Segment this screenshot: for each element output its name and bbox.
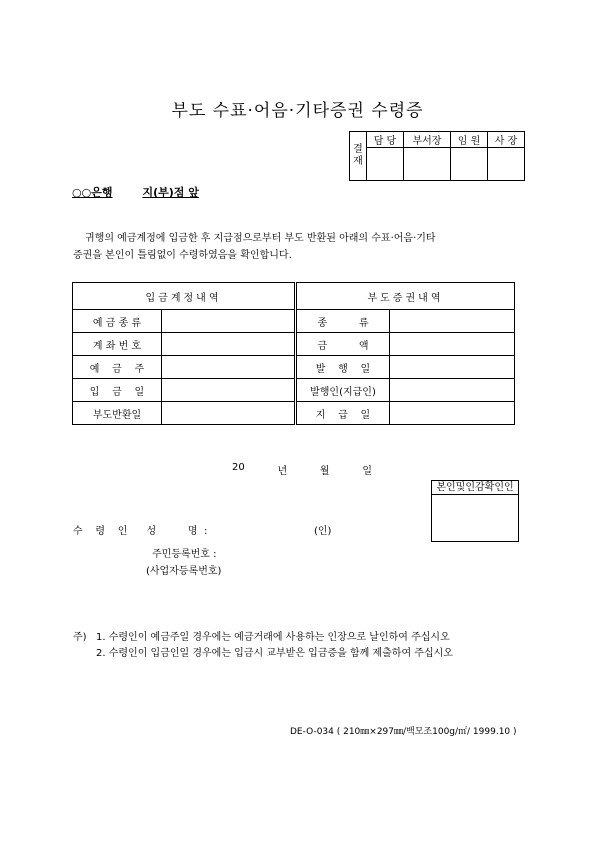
- row-label-account-number: 계 좌 번 호: [73, 333, 162, 356]
- recipient-name-label: 수 령 인 성 명 :: [73, 526, 208, 537]
- notes-prefix: 주): [73, 632, 87, 643]
- note-item-2: 2. 수령인이 입금인일 경우에는 입금시 교부받은 입금증을 함께 제출하여 주십시오: [96, 648, 453, 659]
- row-label-payment-date: 지 급 일: [296, 402, 390, 425]
- approval-col-executive: 임 원: [451, 132, 488, 148]
- approval-sign-cell[interactable]: [451, 148, 488, 181]
- approval-sign-cell[interactable]: [367, 148, 404, 181]
- confirmation-paragraph: [73, 230, 436, 264]
- input-depositor[interactable]: [162, 356, 296, 379]
- input-issuer[interactable]: [390, 379, 515, 402]
- input-amount[interactable]: [390, 333, 515, 356]
- right-section-header: 부도증권내역: [296, 283, 515, 310]
- input-deposit-type[interactable]: [162, 310, 296, 333]
- approval-side-label: 결 재: [350, 132, 367, 181]
- bank-name: ○○은행: [72, 186, 113, 199]
- row-label-return-date: 부도반환일: [73, 402, 162, 425]
- input-account-number[interactable]: [162, 333, 296, 356]
- input-kind[interactable]: [390, 310, 515, 333]
- date-day-unit: 일: [362, 466, 372, 477]
- note-item-1: 1. 수령인이 예금주일 경우에는 예금거래에 사용하는 인장으로 날인하여 주십시오: [96, 632, 450, 643]
- paragraph-line-2: 증권을 본인이 틀림없이 수령하였음을 확인합니다.: [73, 250, 292, 261]
- form-code: DE-O-034 ( 210㎜×297㎜/백모조100g/㎡/ 1999.10 ): [290, 727, 517, 737]
- approval-sign-cell[interactable]: [488, 148, 525, 181]
- bank-line: [72, 184, 199, 200]
- input-return-date[interactable]: [162, 402, 296, 425]
- approval-sign-cell[interactable]: [403, 148, 450, 181]
- identity-seal-box[interactable]: [431, 480, 519, 542]
- row-label-deposit-date: 입 금 일: [73, 379, 162, 402]
- business-number-label: (사업자등록번호): [146, 566, 222, 577]
- input-deposit-date[interactable]: [162, 379, 296, 402]
- approval-col-staff: 담 당: [367, 132, 404, 148]
- row-label-deposit-type: 예 금 종 류: [73, 310, 162, 333]
- paragraph-line-1: 귀행의 예금계정에 입금한 후 지급점으로부터 부도 반환된 아래의 수표·어음·기타: [85, 233, 436, 244]
- row-label-depositor: 예 금 주: [73, 356, 162, 379]
- document-title: 부도 수표·어음·기타증권 수령증: [171, 101, 424, 121]
- row-label-amount: 금 액: [296, 333, 390, 356]
- identity-seal-caption: 본인및인감확인인: [432, 481, 518, 495]
- approval-col-manager: 부서장: [403, 132, 450, 148]
- input-payment-date[interactable]: [390, 402, 515, 425]
- date-year: 20: [232, 462, 245, 473]
- input-issue-date[interactable]: [390, 356, 515, 379]
- row-label-issue-date: 발 행 일: [296, 356, 390, 379]
- approval-table: [349, 131, 525, 181]
- approval-col-president: 사 장: [488, 132, 525, 148]
- details-table: [72, 282, 515, 425]
- date-year-unit: 년: [277, 466, 288, 477]
- branch-label: 지(부)점 앞: [142, 186, 199, 199]
- left-section-header: 입금계정내역: [73, 283, 296, 310]
- date-line: [232, 462, 372, 477]
- recipient-seal-mark: (인): [314, 526, 332, 537]
- row-label-issuer: 발행인(지급인): [296, 379, 390, 402]
- row-label-kind: 종 류: [296, 310, 390, 333]
- resident-number-label: 주민등록번호 :: [152, 549, 217, 560]
- date-month-unit: 월: [319, 466, 330, 477]
